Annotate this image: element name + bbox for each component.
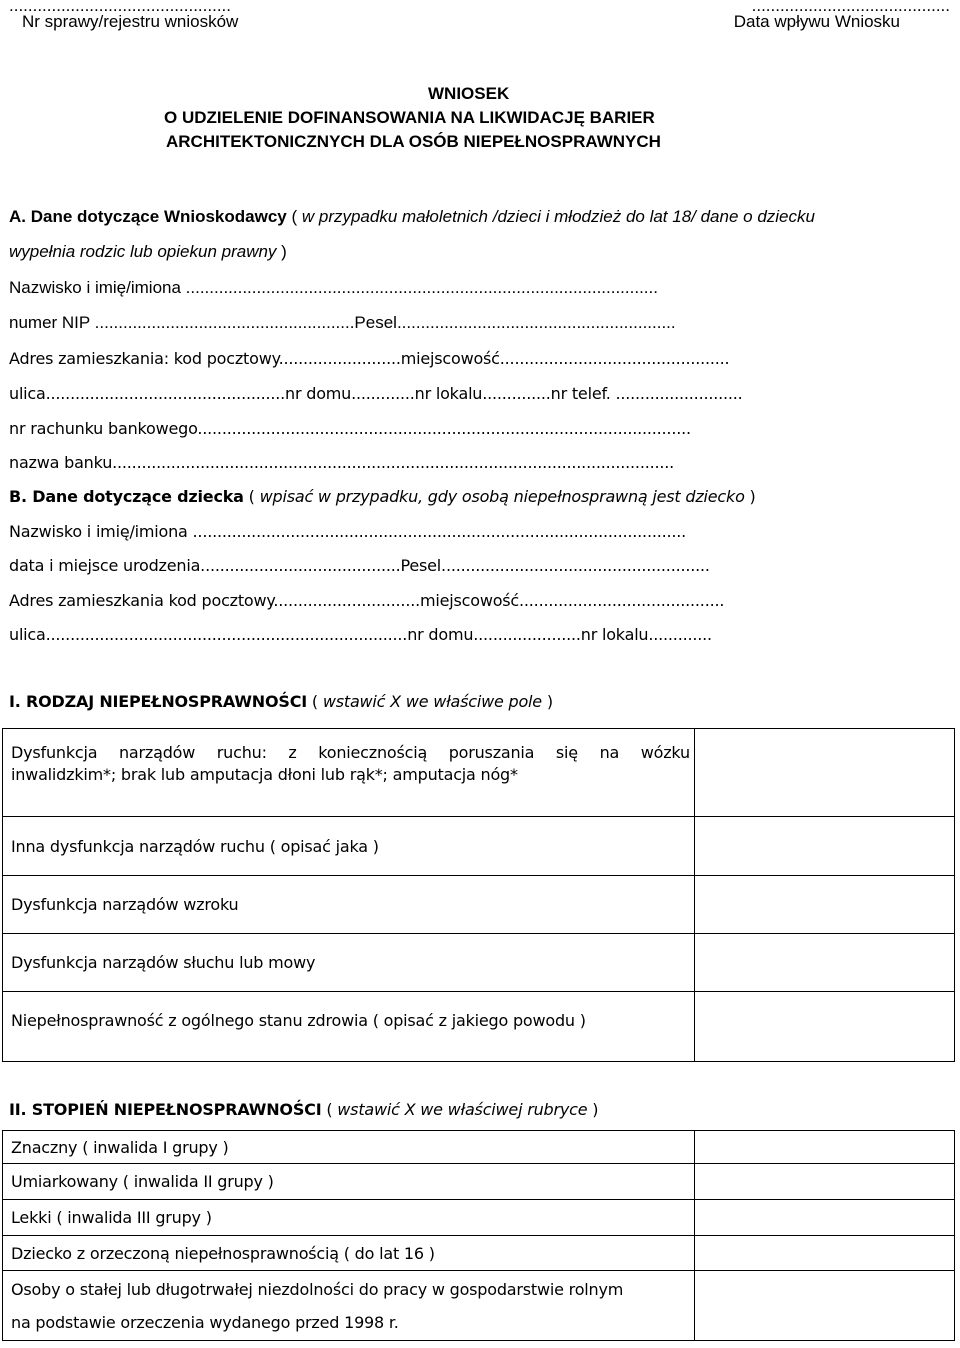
disability-type-row — [3, 992, 955, 1062]
disability-degree-row — [3, 1164, 955, 1200]
word: wózku — [640, 743, 690, 762]
section-2-heading — [9, 1100, 598, 1119]
disability-type-row — [3, 934, 955, 992]
section-a-note: w przypadku małoletnich /dzieci i młodzież do lat 18/ dane o dziecku — [301, 207, 815, 226]
disability-type-row — [3, 817, 955, 876]
section-2-paren-close: ) — [587, 1100, 599, 1119]
section-b-heading — [9, 487, 756, 506]
disability-type-label-cell — [3, 817, 695, 876]
bank-name-field[interactable]: nazwa banku................................................................................................................... — [9, 453, 675, 472]
vision-dysfunction-label: Dysfunkcja narządów wzroku — [11, 895, 239, 914]
disability-degree-row — [3, 1236, 955, 1271]
disability-type-label-cell — [3, 992, 695, 1062]
severe-degree-label: Znaczny ( inwalida I grupy ) — [11, 1137, 229, 1157]
other-mobility-checkbox[interactable] — [695, 817, 955, 876]
disability-degree-label-cell — [3, 1131, 695, 1164]
section-b-paren-close: ) — [744, 487, 756, 506]
child-disability-label: Dziecko z orzeczoną niepełnosprawnością ( do lat 16 ) — [11, 1243, 435, 1263]
vision-dysfunction-checkbox[interactable] — [695, 876, 955, 934]
other-mobility-label: Inna dysfunkcja narządów ruchu ( opisać jaka ) — [11, 836, 379, 856]
disability-degree-table — [2, 1130, 955, 1341]
mobility-dysfunction-line1 — [11, 743, 690, 762]
word: koniecznością — [318, 743, 428, 762]
mobility-dysfunction-label — [3, 743, 694, 784]
section-1-paren-close: ) — [541, 692, 553, 711]
section-a-paren-open: ( — [286, 207, 302, 226]
disability-degree-row — [3, 1131, 955, 1164]
section-a-title: A. Dane dotyczące Wnioskodawcy — [9, 207, 287, 226]
registry-number-label: Nr sprawy/rejestru wniosków — [22, 12, 239, 31]
disability-type-table — [2, 728, 955, 1062]
disability-type-row — [3, 876, 955, 934]
registry-number-dots[interactable]: ............................................... — [9, 0, 231, 15]
child-address-field[interactable]: Adres zamieszkania kod pocztowy..............................miejscowość.......................................... — [9, 591, 725, 610]
document-subtitle-line2: ARCHITEKTONICZNYCH DLA OSÓB NIEPEŁNOSPRAWNYCH — [166, 132, 661, 151]
moderate-degree-label: Umiarkowany ( inwalida II grupy ) — [11, 1172, 274, 1191]
document-title: WNIOSEK — [428, 84, 510, 103]
farming-incapacity-line1: Osoby o stałej lub długotrwałej niezdolności do pracy w gospodarstwie rolnym — [11, 1279, 624, 1299]
section-b-title: B. Dane dotyczące dziecka — [9, 487, 244, 506]
section-a-paren-close: ) — [276, 242, 287, 261]
child-street-field[interactable]: ulica..........................................................................nr domu......................nr lokalu............. — [9, 625, 712, 644]
disability-type-label-cell — [3, 876, 695, 934]
bank-account-field[interactable]: nr rachunku bankowego..................................................................................................... — [9, 419, 691, 438]
child-disability-checkbox[interactable] — [695, 1236, 955, 1271]
applicant-name-field[interactable]: Nazwisko i imię/imiona .................................................................................................... — [9, 278, 658, 297]
mobility-dysfunction-line2: inwalidzkim*; brak lub amputacja dłoni lub rąk*; amputacja nóg* — [11, 765, 518, 784]
hearing-speech-dysfunction-checkbox[interactable] — [695, 934, 955, 992]
general-health-label: Niepełnosprawność z ogólnego stanu zdrowia ( opisać z jakiego powodu ) — [11, 1011, 586, 1030]
disability-degree-label-cell — [3, 1164, 695, 1200]
section-1-heading — [9, 692, 553, 711]
farming-incapacity-label — [3, 1280, 694, 1332]
disability-degree-label-cell — [3, 1236, 695, 1271]
submission-date-dots[interactable]: .......................................... — [751, 0, 950, 15]
farming-incapacity-line2: na podstawie orzeczenia wydanego przed 1998 r. — [11, 1312, 399, 1332]
section-a-heading — [9, 207, 815, 227]
disability-degree-label-cell — [3, 1200, 695, 1236]
disability-type-row — [3, 729, 955, 817]
word: się — [555, 743, 578, 762]
applicant-address-field[interactable]: Adres zamieszkania: kod pocztowy.........................miejscowość............................................... — [9, 349, 730, 368]
severe-degree-checkbox[interactable] — [695, 1131, 955, 1164]
section-b-note: wpisać w przypadku, gdy osobą niepełnosprawną jest dziecko — [259, 487, 745, 506]
section-b-paren-open: ( — [243, 487, 260, 506]
word: Dysfunkcja — [11, 743, 98, 762]
section-1-title: I. RODZAJ NIEPEŁNOSPRAWNOŚCI — [9, 692, 308, 711]
section-a-note-cont: wypełnia rodzic lub opiekun prawny — [9, 242, 277, 261]
applicant-street-field[interactable]: ulica.................................................nr domu.............nr lokalu..............nr telef. .......................... — [9, 384, 743, 403]
disability-degree-row — [3, 1200, 955, 1236]
hearing-speech-dysfunction-label: Dysfunkcja narządów słuchu lub mowy — [11, 953, 316, 972]
submission-date-label: Data wpływu Wniosku — [733, 12, 900, 31]
section-a-note-line2 — [9, 242, 287, 262]
mild-degree-label: Lekki ( inwalida III grupy ) — [11, 1208, 212, 1227]
word: na — [599, 743, 620, 762]
general-health-checkbox[interactable] — [695, 992, 955, 1062]
section-2-title: II. STOPIEŃ NIEPEŁNOSPRAWNOŚCI — [9, 1100, 322, 1119]
child-birth-pesel-field[interactable]: data i miejsce urodzenia.........................................Pesel....................................................... — [9, 556, 710, 575]
section-2-note: wstawić X we właściwej rubryce — [337, 1100, 588, 1119]
section-1-note: wstawić X we właściwe pole — [322, 692, 542, 711]
farming-incapacity-checkbox[interactable] — [695, 1271, 955, 1341]
mobility-dysfunction-checkbox[interactable] — [695, 729, 955, 817]
disability-type-label-cell — [3, 934, 695, 992]
disability-type-label-cell — [3, 729, 695, 817]
disability-degree-row — [3, 1271, 955, 1341]
document-subtitle-line1: O UDZIELENIE DOFINANSOWANIA NA LIKWIDACJĘ BARIER — [164, 108, 655, 127]
applicant-nip-pesel-field[interactable]: numer NIP .......................................................Pesel........................................................... — [9, 313, 676, 332]
word: poruszania — [448, 743, 535, 762]
disability-degree-label-cell — [3, 1271, 695, 1341]
word: z — [288, 743, 297, 762]
word: narządów — [118, 743, 196, 762]
moderate-degree-checkbox[interactable] — [695, 1164, 955, 1200]
child-name-field[interactable]: Nazwisko i imię/imiona ..................................................................................................... — [9, 522, 687, 541]
section-1-paren-open: ( — [307, 692, 323, 711]
section-2-paren-open: ( — [321, 1100, 338, 1119]
mild-degree-checkbox[interactable] — [695, 1200, 955, 1236]
word: ruchu: — [216, 743, 267, 762]
